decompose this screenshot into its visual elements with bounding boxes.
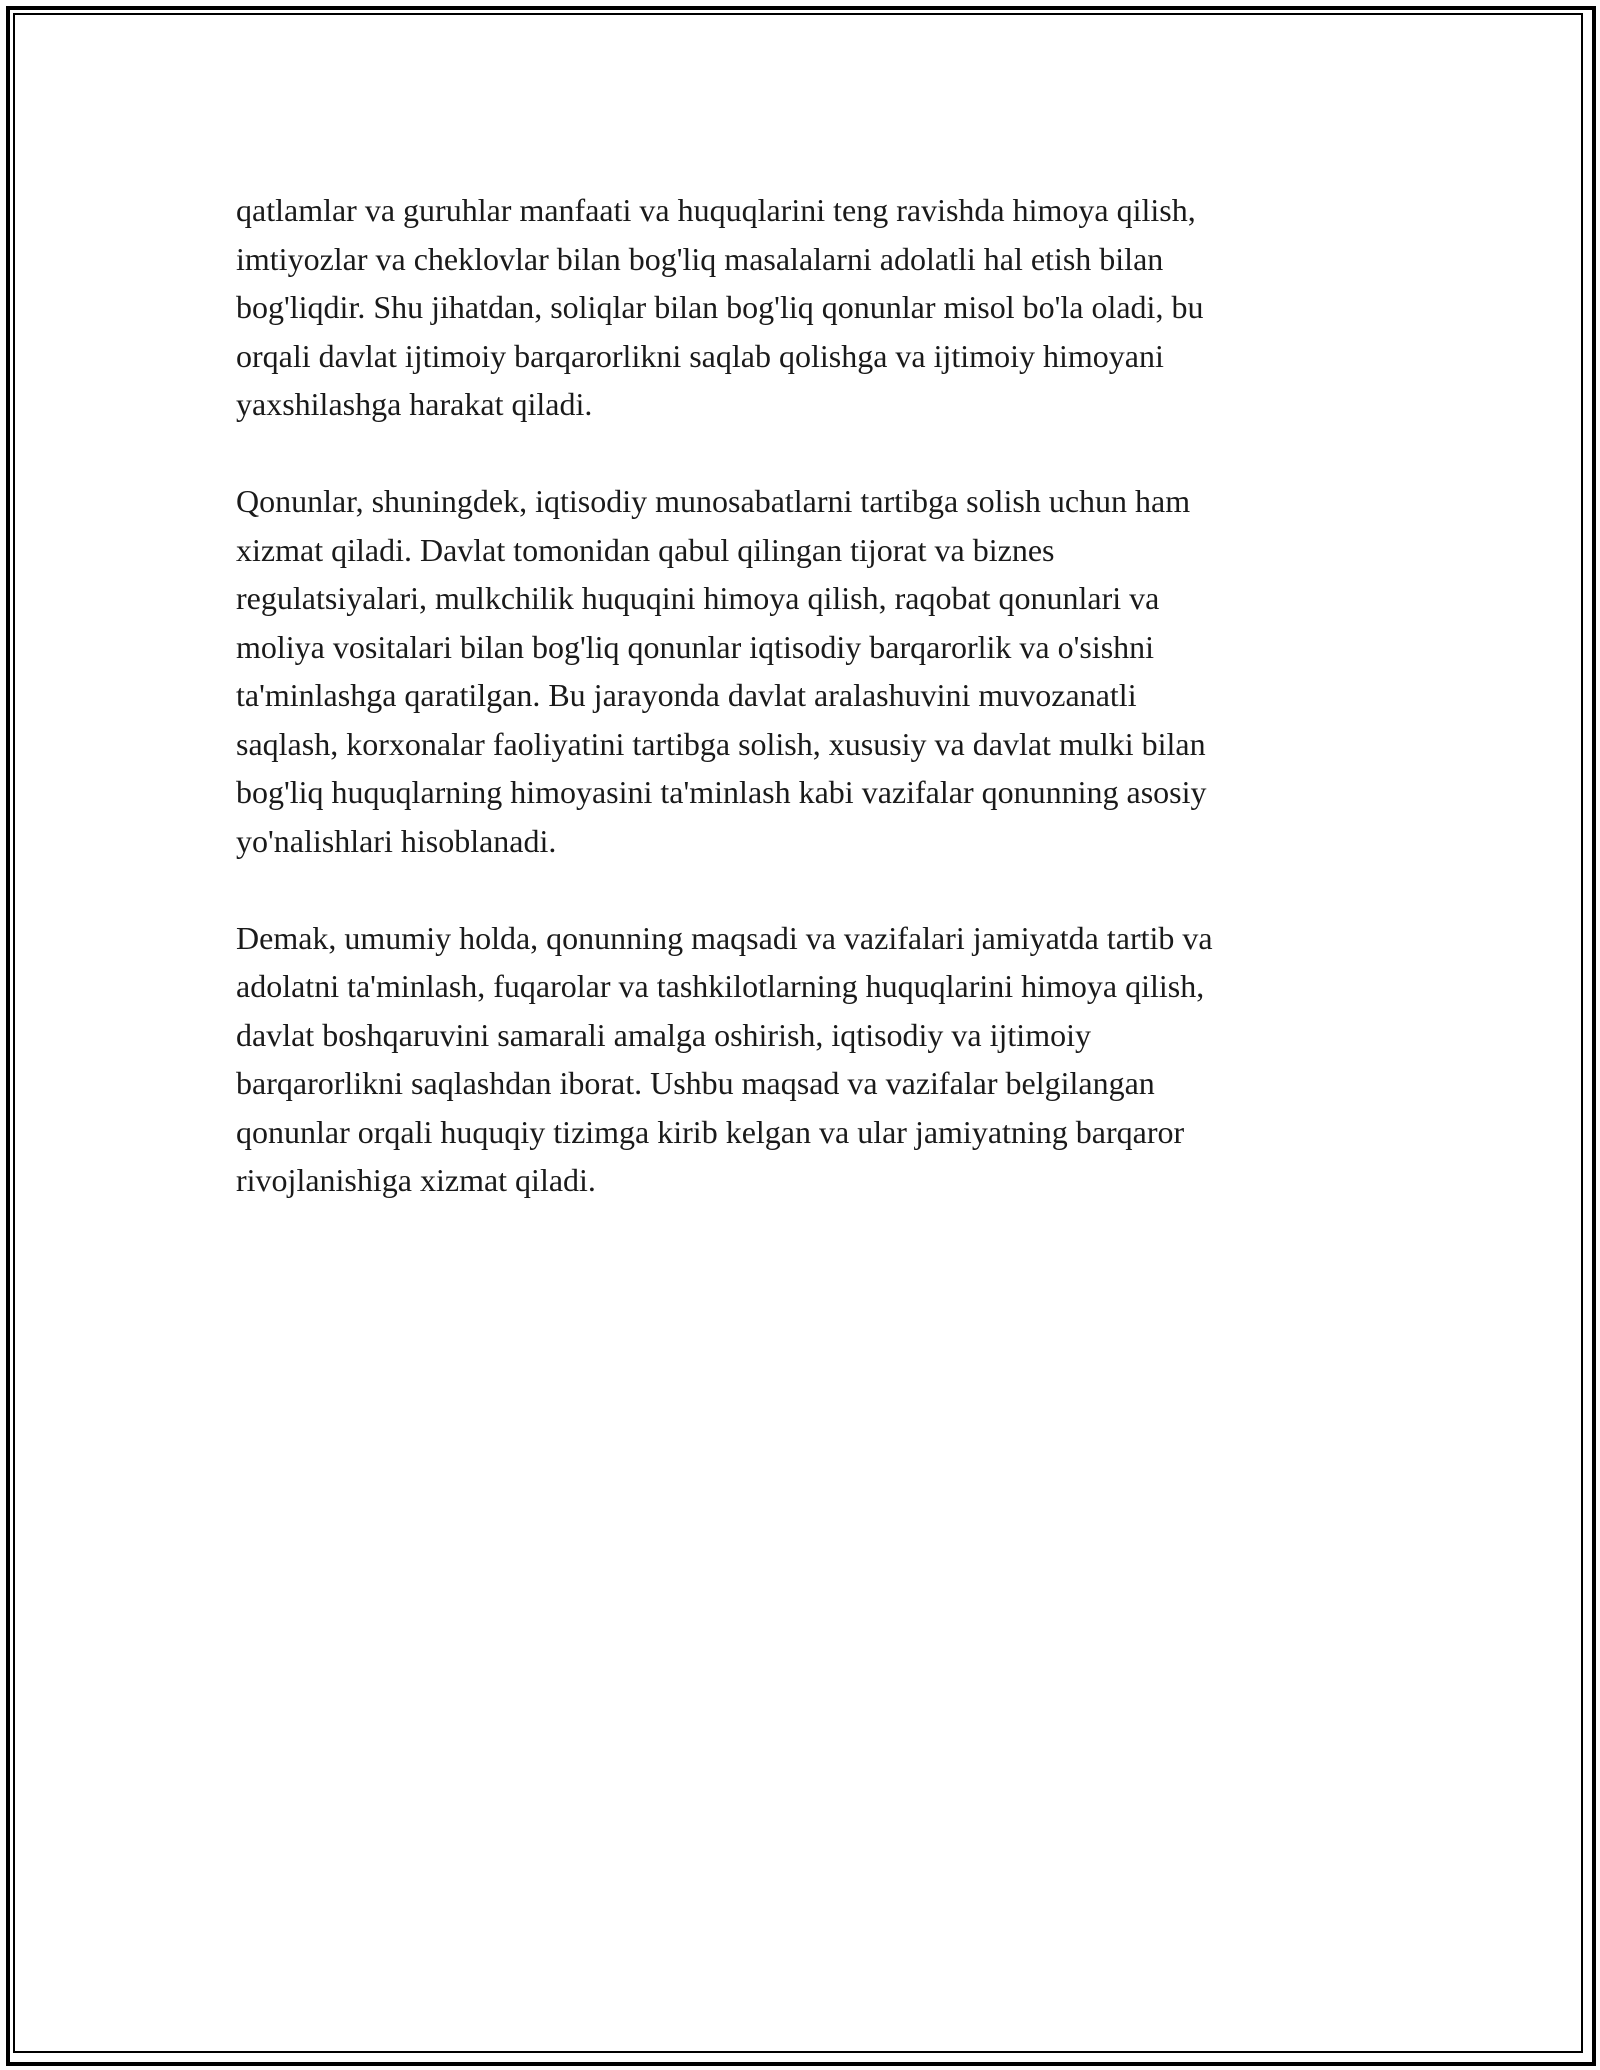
text-line: orqali davlat ijtimoiy barqarorlikni saqlab qolishga va ijtimoiy himoyani: [236, 337, 1164, 374]
text-line: rivojlanishiga xizmat qiladi.: [236, 1162, 596, 1198]
text-line: moliya vositalari bilan bog'liq qonunlar iqtisodiy barqarorlik va o'sishni: [236, 628, 1155, 665]
text-line: Demak, umumiy holda, qonunning maqsadi va vazifalari jamiyatda tartib va: [236, 919, 1213, 956]
text-line: saqlash, korxonalar faoliyatini tartibga solish, xususiy va davlat mulki bilan: [236, 725, 1206, 762]
text-line: adolatni ta'minlash, fuqarolar va tashkilotlarning huquqlarini himoya qilish,: [236, 968, 1205, 1004]
text-line: ta'minlashga qaratilgan. Bu jarayonda davlat aralashuvini muvozanatli: [236, 677, 1137, 713]
text-line: bog'liq huquqlarning himoyasini ta'minlash kabi vazifalar qonunning asosiy: [236, 774, 1207, 810]
text-line: imtiyozlar va cheklovlar bilan bog'liq masalalarni adolatli hal etish bilan: [236, 240, 1164, 277]
text-line: barqarorlikni saqlashdan iborat. Ushbu maqsad va vazifalar belgilangan: [236, 1065, 1155, 1101]
text-line: yaxshilashga harakat qiladi.: [236, 386, 593, 422]
text-line: qonunlar orqali huquqiy tizimga kirib kelgan va ular jamiyatning barqaror: [236, 1113, 1185, 1150]
text-line: xizmat qiladi. Davlat tomonidan qabul qilingan tijorat va biznes: [236, 531, 1055, 568]
text-line: qatlamlar va guruhlar manfaati va huquqlarini teng ravishda himoya qilish,: [236, 192, 1196, 228]
text-line: davlat boshqaruvini samarali amalga oshirish, iqtisodiy va ijtimoiy: [236, 1016, 1091, 1053]
text-line: yo'nalishlari hisoblanadi.: [236, 822, 557, 859]
paragraph-1: [236, 186, 1376, 429]
document-body: [236, 186, 1376, 1253]
text-line: Qonunlar, shuningdek, iqtisodiy munosabatlarni tartibga solish uchun ham: [236, 483, 1191, 519]
paragraph-2: [236, 477, 1376, 865]
text-line: regulatsiyalari, mulkchilik huquqini himoya qilish, raqobat qonunlari va: [236, 580, 1160, 616]
paragraph-3: [236, 914, 1376, 1205]
text-line: bog'liqdir. Shu jihatdan, soliqlar bilan bog'liq qonunlar misol bo'la oladi, bu: [236, 289, 1204, 325]
